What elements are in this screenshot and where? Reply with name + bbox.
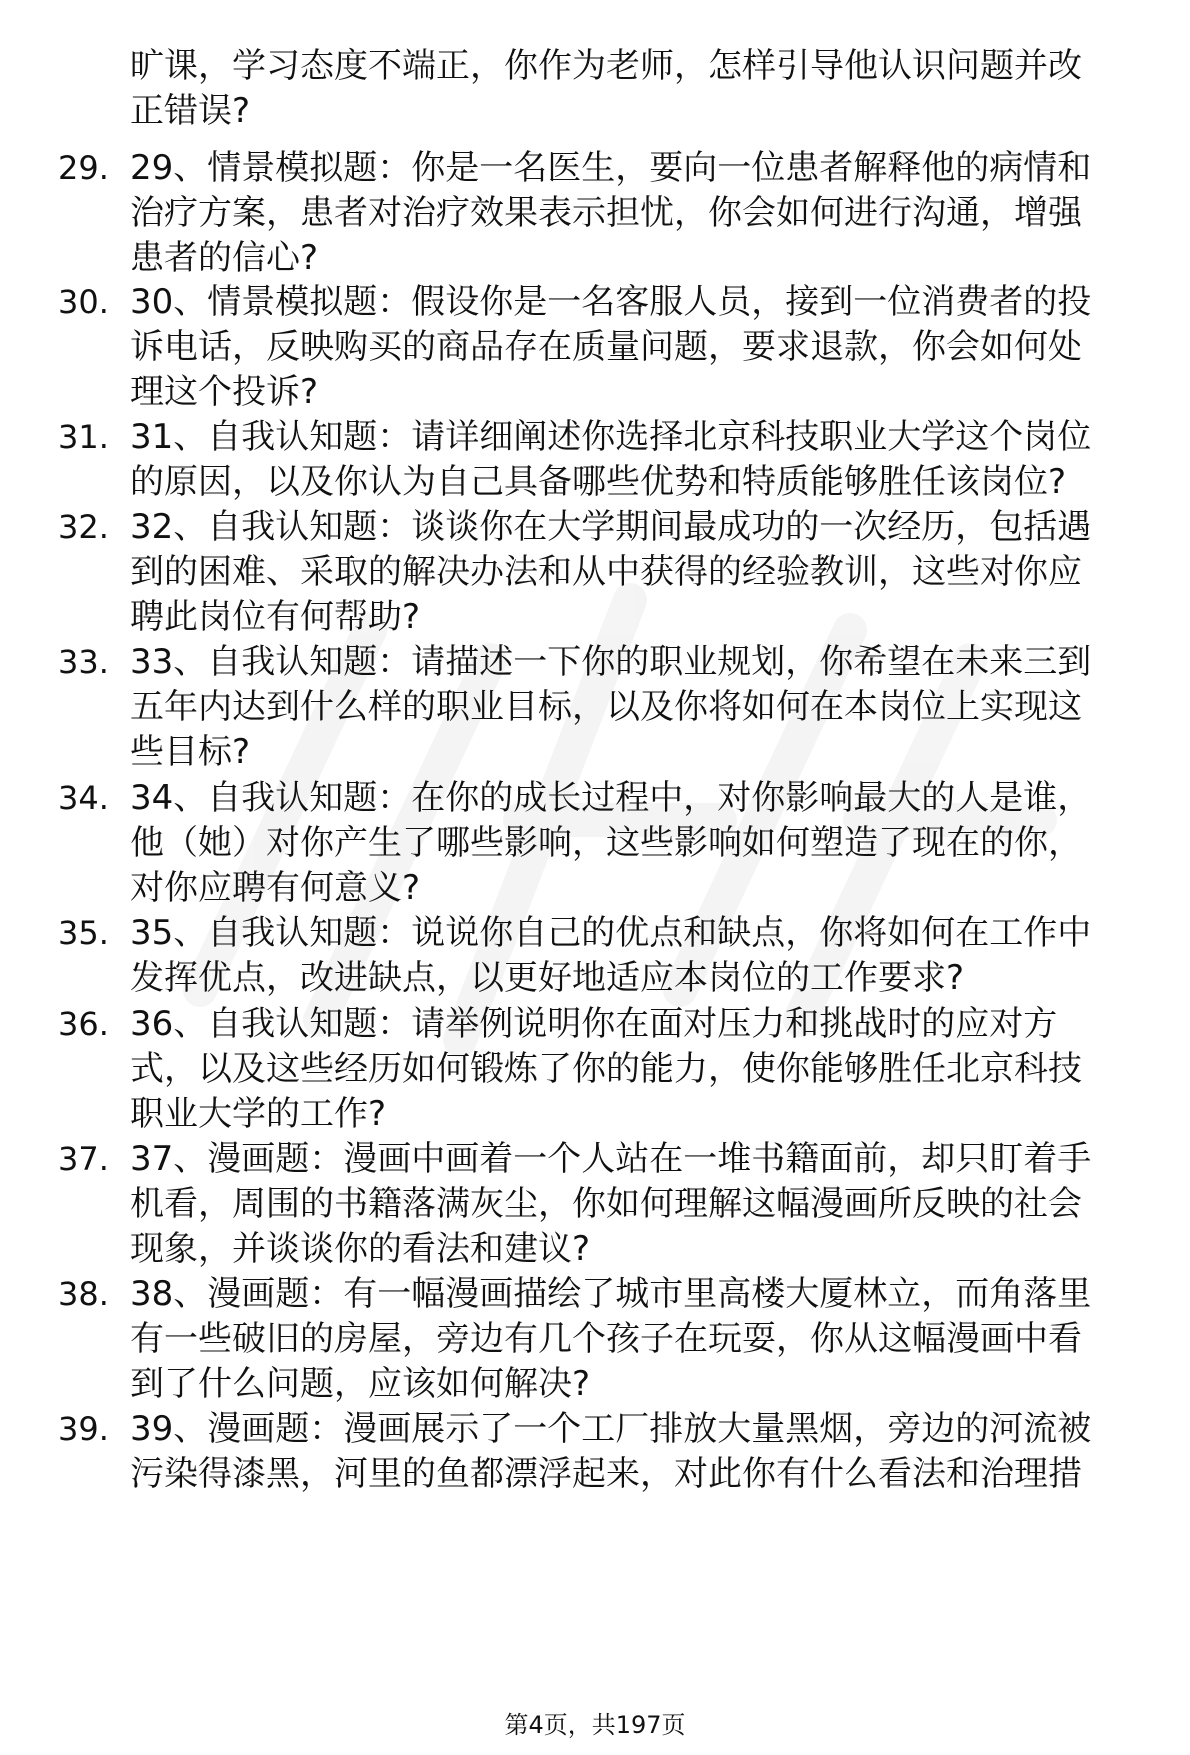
question-number: 34.	[58, 779, 109, 817]
question-number: 39.	[58, 1410, 109, 1448]
question-line: 式，以及这些经历如何锻炼了你的能力，使你能够胜任北京科技	[130, 1049, 1082, 1089]
question-number: 33.	[58, 643, 109, 681]
question-number: 30.	[58, 283, 109, 321]
question-line: 34、自我认知题：在你的成长过程中，对你影响最大的人是谁，	[130, 778, 1092, 818]
question-line: 职业大学的工作?	[130, 1094, 387, 1134]
question-number: 38.	[58, 1275, 109, 1313]
question-line: 污染得漆黑，河里的鱼都漂浮起来，对此你有什么看法和治理措	[130, 1454, 1082, 1494]
question-line: 治疗方案，患者对治疗效果表示担忧，你会如何进行沟通，增强	[130, 193, 1082, 233]
question-line: 33、自我认知题：请描述一下你的职业规划，你希望在未来三到	[130, 642, 1092, 682]
question-line: 39、漫画题：漫画展示了一个工厂排放大量黑烟，旁边的河流被	[130, 1409, 1092, 1449]
question-line: 31、自我认知题：请详细阐述你选择北京科技职业大学这个岗位	[130, 417, 1092, 457]
question-number: 37.	[58, 1140, 109, 1178]
question-line: 患者的信心?	[130, 238, 319, 278]
question-line: 32、自我认知题：谈谈你在大学期间最成功的一次经历，包括遇	[130, 507, 1092, 547]
question-line: 对你应聘有何意义?	[130, 868, 421, 908]
question-line: 五年内达到什么样的职业目标，以及你将如何在本岗位上实现这	[130, 687, 1082, 727]
question-number: 35.	[58, 914, 109, 952]
question-line: 37、漫画题：漫画中画着一个人站在一堆书籍面前，却只盯着手	[130, 1139, 1092, 1179]
question-line: 38、漫画题：有一幅漫画描绘了城市里高楼大厦林立，而角落里	[130, 1274, 1092, 1314]
question-line: 到了什么问题，应该如何解决?	[130, 1364, 591, 1404]
question-line: 的原因，以及你认为自己具备哪些优势和特质能够胜任该岗位?	[130, 462, 1067, 502]
question-number: 32.	[58, 508, 109, 546]
question-number: 31.	[58, 418, 109, 456]
question-line: 到的困难、采取的解决办法和从中获得的经验教训，这些对你应	[130, 552, 1082, 592]
question-line: 他（她）对你产生了哪些影响，这些影响如何塑造了现在的你，	[130, 823, 1082, 863]
question-line: 旷课，学习态度不端正，你作为老师，怎样引导他认识问题并改	[130, 46, 1082, 86]
question-line: 有一些破旧的房屋，旁边有几个孩子在玩耍，你从这幅漫画中看	[130, 1319, 1082, 1359]
question-line: 30、情景模拟题：假设你是一名客服人员，接到一位消费者的投	[130, 282, 1092, 322]
question-line: 机看，周围的书籍落满灰尘，你如何理解这幅漫画所反映的社会	[130, 1184, 1082, 1224]
question-line: 聘此岗位有何帮助?	[130, 597, 421, 637]
question-line: 些目标?	[130, 732, 251, 772]
question-line: 36、自我认知题：请举例说明你在面对压力和挑战时的应对方	[130, 1004, 1058, 1044]
question-number: 36.	[58, 1005, 109, 1043]
question-number: 29.	[58, 149, 109, 187]
question-line: 发挥优点，改进缺点，以更好地适应本岗位的工作要求?	[130, 958, 965, 998]
question-line: 35、自我认知题：说说你自己的优点和缺点，你将如何在工作中	[130, 913, 1092, 953]
page-footer: 第4页，共197页	[504, 1711, 686, 1739]
question-line: 诉电话，反映购买的商品存在质量问题，要求退款，你会如何处	[130, 327, 1082, 367]
question-line: 理这个投诉?	[130, 372, 319, 412]
question-line: 29、情景模拟题：你是一名医生，要向一位患者解释他的病情和	[130, 148, 1092, 188]
question-line: 正错误?	[130, 91, 251, 131]
question-line: 现象，并谈谈你的看法和建议?	[130, 1229, 591, 1269]
